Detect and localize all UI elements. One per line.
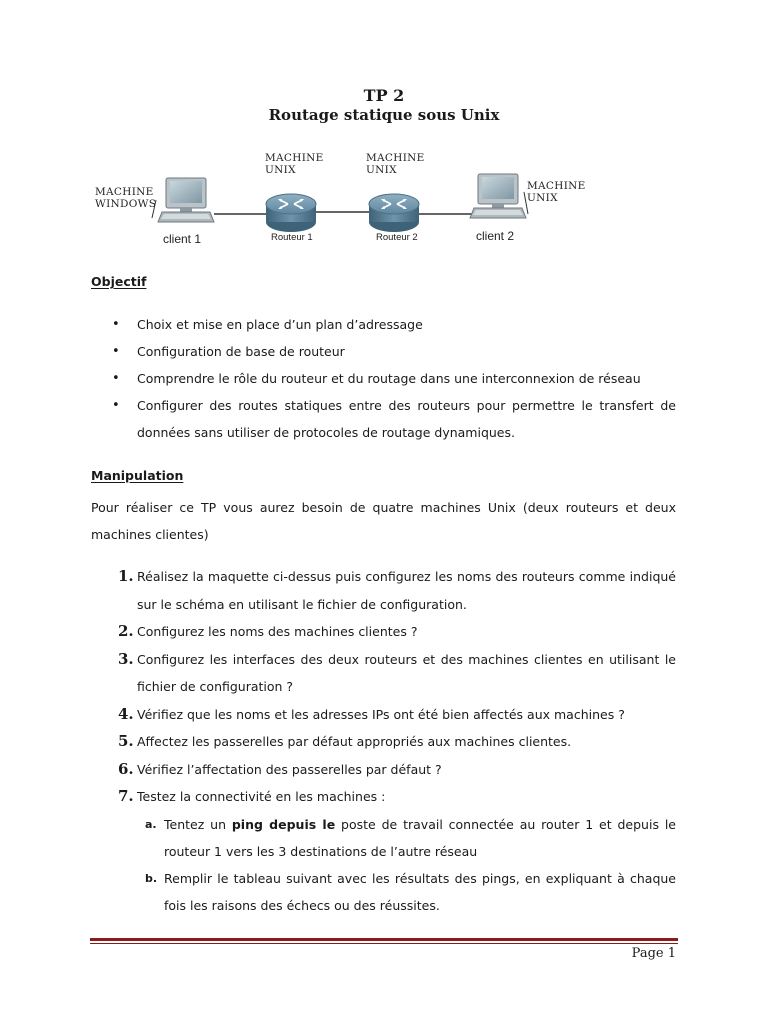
step-item xyxy=(118,701,676,729)
step-item xyxy=(118,756,676,784)
step-number: 4. xyxy=(118,704,134,723)
step-item xyxy=(118,728,676,756)
step-number: 7. xyxy=(118,787,134,805)
label-client2: client 2 xyxy=(476,229,515,243)
page-number: Page 1 xyxy=(631,946,676,961)
step-text: Vérifiez l’affectation des passerelles par défaut ? xyxy=(137,761,442,777)
label-router2: Routeur 2 xyxy=(376,232,418,243)
computer-icon-client1 xyxy=(152,178,214,222)
substep-letter: a. xyxy=(145,817,157,831)
substep-text-bold: ping depuis le xyxy=(231,816,336,832)
list-item: • Configurer des routes statiques entre des routeurs pour permettre le transfert de données sans utiliser de protocoles de routage dynamiques. xyxy=(112,392,676,446)
substep-text-pre: Remplir le tableau suivant avec les résultats des pings, en expliquant à chaque fois les raisons des échecs ou des réussites. xyxy=(164,870,676,913)
step-item xyxy=(118,783,676,919)
objectif-list xyxy=(112,311,676,446)
label-machine-unix-router1: MACHINE UNIX xyxy=(265,152,324,176)
list-item: • Choix et mise en place d’un plan d’adressage xyxy=(112,311,676,338)
computer-icon-client2 xyxy=(470,174,528,218)
step-item xyxy=(118,563,676,618)
label-machine-windows: MACHINE WINDOWS xyxy=(95,186,157,210)
substeps-list xyxy=(145,811,676,919)
substep-item xyxy=(145,865,676,919)
footer-rule-thin xyxy=(90,943,678,944)
label-client1: client 1 xyxy=(163,232,202,246)
step-text: Configurez les noms des machines clientes ? xyxy=(137,624,418,639)
substep-text-post: poste de travail connectée au router 1 et depuis le routeur 1 vers les 3 destinations de l’autre réseau xyxy=(164,816,676,859)
list-item: • Configuration de base de routeur xyxy=(112,338,676,365)
step-number: 2. xyxy=(118,622,134,640)
step-number: 5. xyxy=(118,732,134,750)
step-item xyxy=(118,618,676,646)
step-text: Vérifiez que les noms et les adresses IPs ont été bien affectés aux machines ? xyxy=(137,706,625,722)
label-router1: Routeur 1 xyxy=(271,232,313,243)
document-title: TP 2 xyxy=(363,86,405,105)
objectif-heading: Objectif xyxy=(91,274,147,289)
step-text: Affectez les passerelles par défaut appropriés aux machines clientes. xyxy=(137,734,572,749)
label-machine-unix-router2: MACHINE UNIX xyxy=(366,152,425,176)
step-number: 1. xyxy=(118,567,134,585)
footer-rule-thick xyxy=(90,938,678,941)
substep-letter: b. xyxy=(145,871,158,885)
step-text: Testez la connectivité en les machines : xyxy=(137,789,386,804)
network-diagram xyxy=(90,150,600,252)
step-item xyxy=(118,646,676,701)
manipulation-intro: Pour réaliser ce TP vous aurez besoin de quatre machines Unix (deux routeurs et deux machines clientes) xyxy=(91,500,676,542)
label-machine-unix-client2: MACHINE UNIX xyxy=(527,180,586,204)
substep-text-pre: Tentez un xyxy=(164,816,232,832)
steps-list xyxy=(118,563,676,919)
router-icon-1 xyxy=(266,194,316,232)
step-number: 6. xyxy=(118,759,134,778)
manipulation-heading: Manipulation xyxy=(91,468,184,483)
step-number: 3. xyxy=(118,649,134,668)
step-text: Réalisez la maquette ci-dessus puis configurez les noms des routeurs comme indiqué sur le schéma en utilisant le fichier de configuration. xyxy=(137,569,676,612)
step-text: Configurez les interfaces des deux routeurs et des machines clientes en utilisant le fichier de configuration ? xyxy=(137,651,676,694)
list-item: • Comprendre le rôle du routeur et du routage dans une interconnexion de réseau xyxy=(112,365,676,392)
document-subtitle: Routage statique sous Unix xyxy=(268,106,500,124)
router-icon-2 xyxy=(369,194,419,232)
substep-item xyxy=(145,811,676,865)
